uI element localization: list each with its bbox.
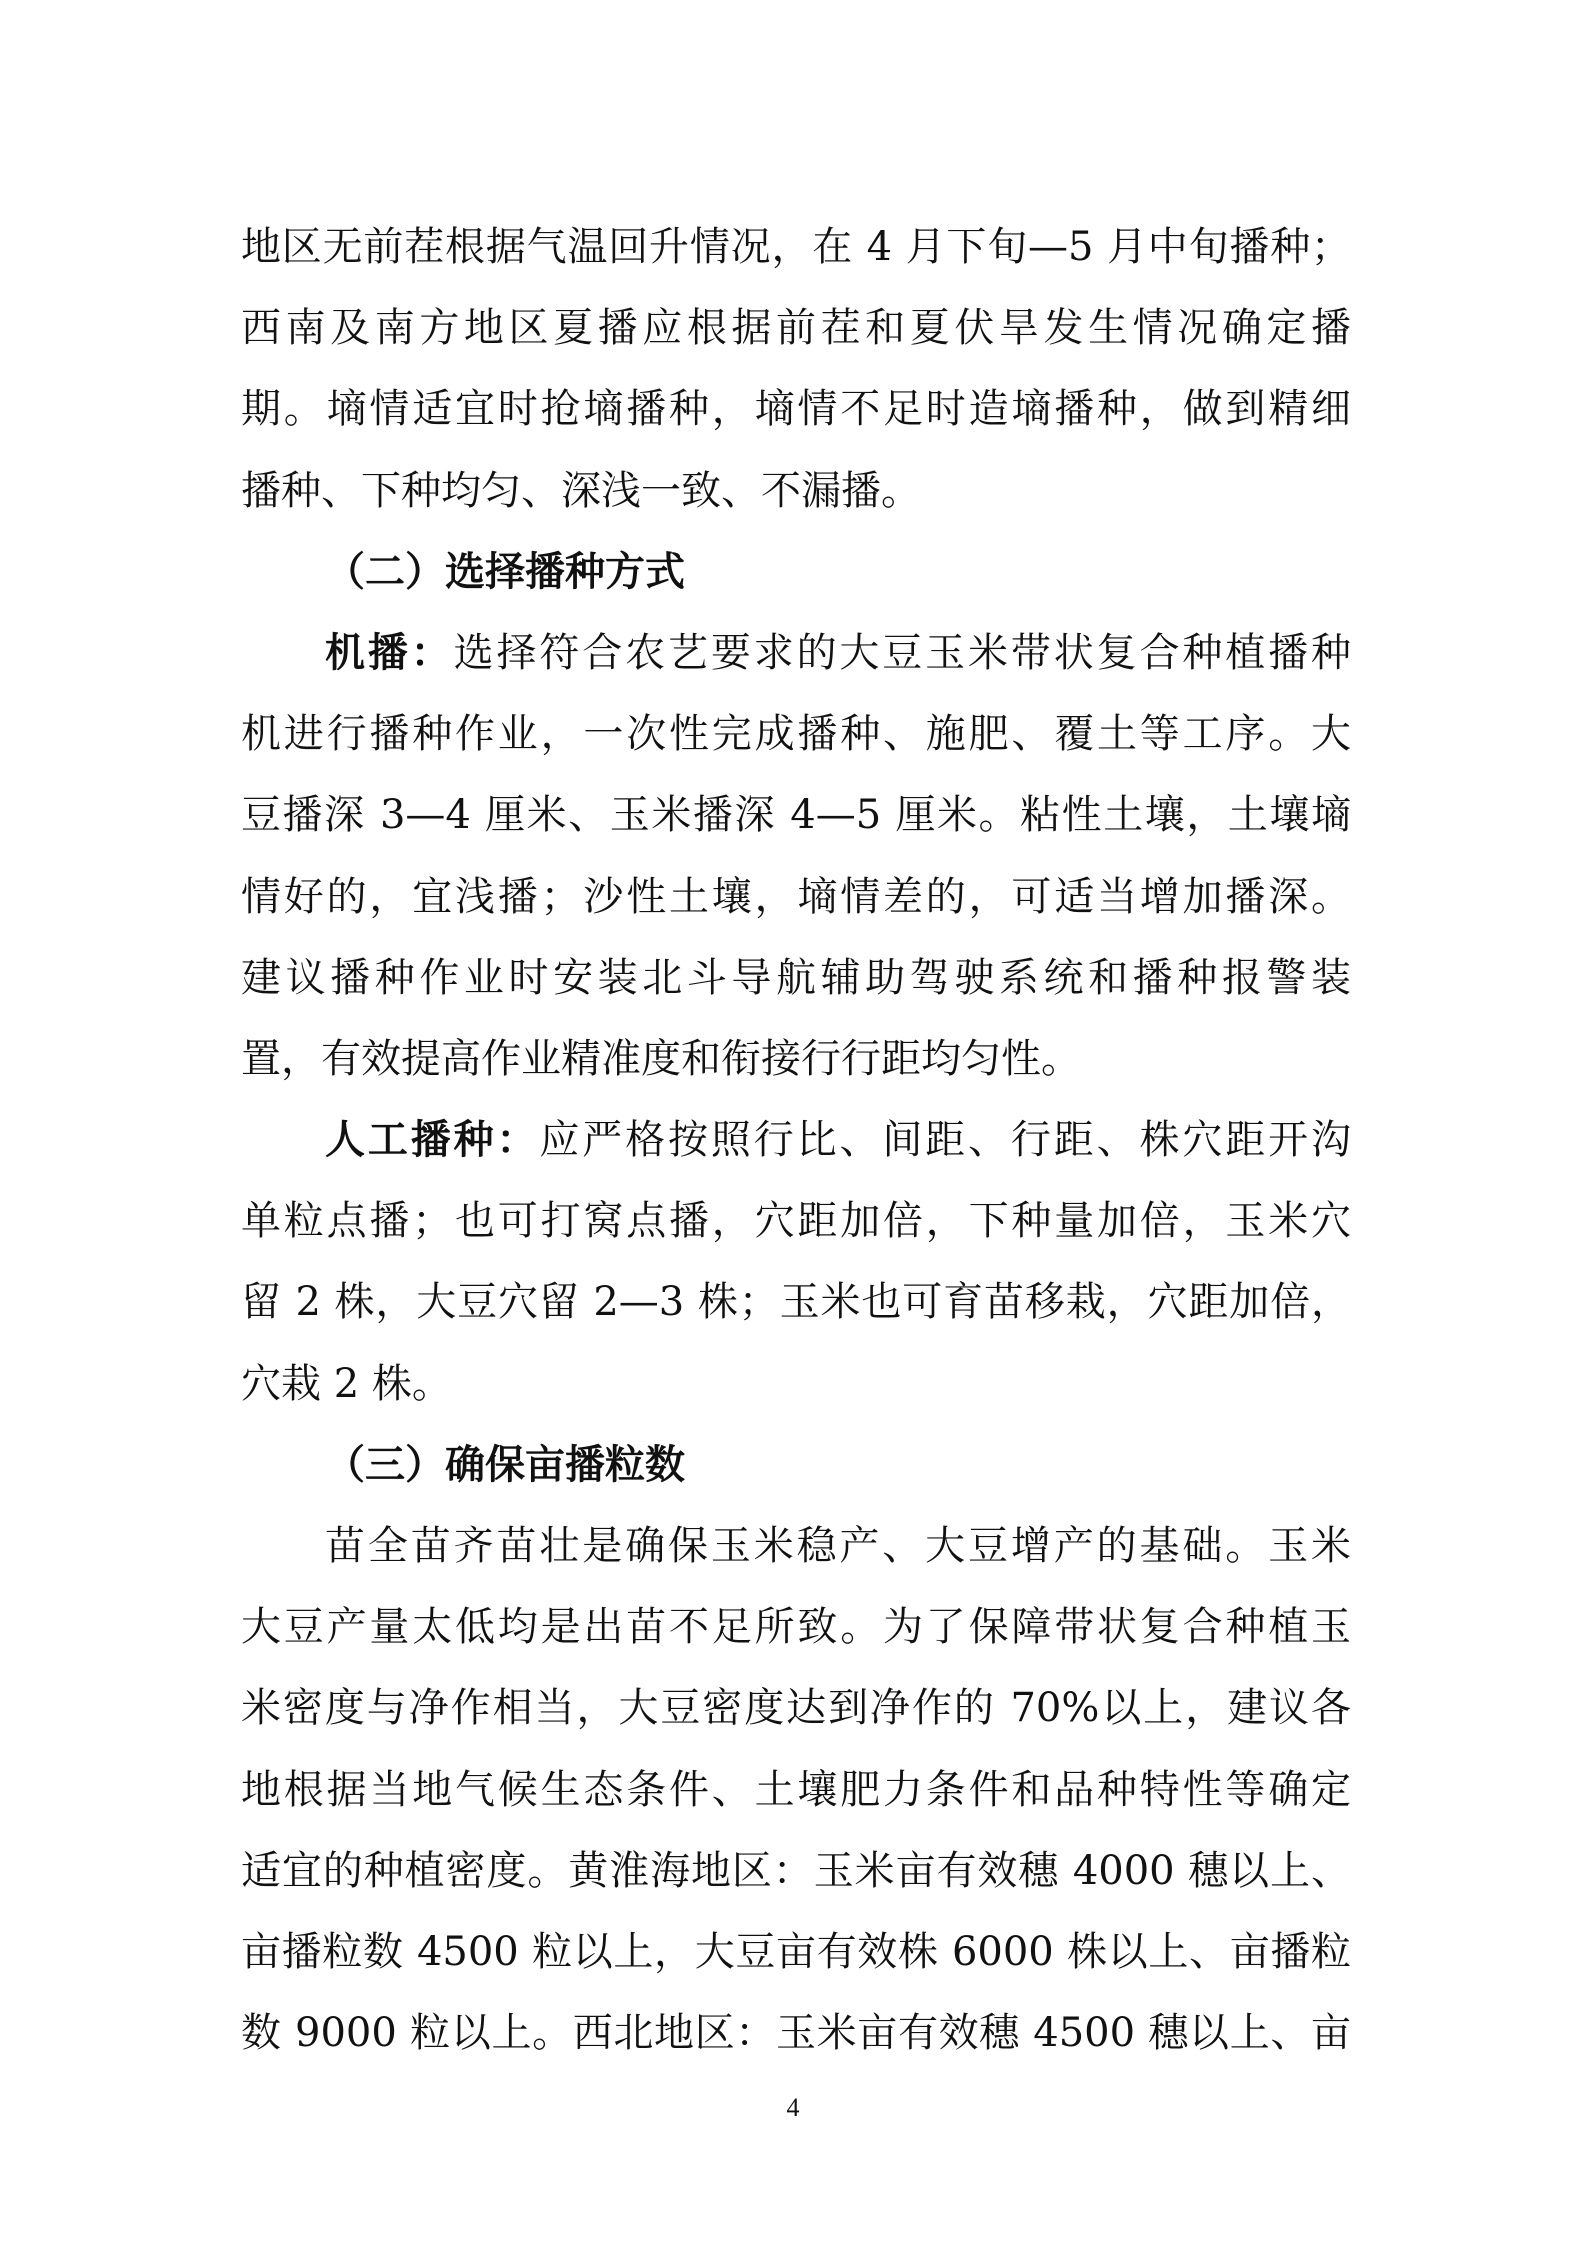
paragraph-line: 情好的，宜浅播；沙性土壤，墒情差的，可适当增加播深。 xyxy=(241,873,1351,920)
paragraph-line: 置，有效提高作业精准度和衔接行行距均匀性。 xyxy=(241,1035,1081,1082)
paragraph-line: 米密度与净作相当，大豆密度达到净作的 70%以上，建议各 xyxy=(241,1685,1351,1732)
document-body xyxy=(241,207,1351,2074)
paragraph-text: 应严格按照行比、间距、行距、株穴距开沟 xyxy=(539,1117,1352,1164)
paragraph-line: 留 2 株，大豆穴留 2—3 株；玉米也可育苗移栽，穴距加倍， xyxy=(241,1279,1351,1326)
paragraph-line: 机进行播种作业，一次性完成播种、施肥、覆土等工序。大 xyxy=(241,711,1351,758)
paragraph-line: 西南及南方地区夏播应根据前茬和夏伏旱发生情况确定播 xyxy=(241,305,1351,352)
page-number: 4 xyxy=(786,2093,800,2122)
paragraph-line: 建议播种作业时安装北斗导航辅助驾驶系统和播种报警装 xyxy=(241,954,1351,1001)
paragraph-line: 单粒点播；也可打窝点播，穴距加倍，下种量加倍，玉米穴 xyxy=(241,1198,1351,1245)
paragraph-text: 选择符合农艺要求的大豆玉米带状复合种植播种 xyxy=(453,629,1352,676)
term-label-manual: 人工播种： xyxy=(325,1117,540,1164)
section-heading-3: （三）确保亩播粒数 xyxy=(325,1441,685,1488)
paragraph-line: 豆播深 3—4 厘米、玉米播深 4—5 厘米。粘性土壤，土壤墒 xyxy=(241,792,1351,839)
paragraph-line: 地区无前茬根据气温回升情况，在 4 月下旬—5 月中旬播种； xyxy=(241,224,1351,270)
paragraph-line: 适宜的种植密度。黄淮海地区：玉米亩有效穗 4000 穗以上、 xyxy=(241,1847,1351,1894)
paragraph-line: 亩播粒数 4500 粒以上，大豆亩有效株 6000 株以上、亩播粒 xyxy=(241,1928,1351,1975)
paragraph-line xyxy=(241,1100,1351,1181)
paragraph-line: 苗全苗齐苗壮是确保玉米稳产、大豆增产的基础。玉米 xyxy=(325,1523,1351,1569)
paragraph-line: 期。墒情适宜时抢墒播种，墒情不足时造墒播种，做到精细 xyxy=(241,386,1351,433)
paragraph-line: 大豆产量太低均是出苗不足所致。为了保障带状复合种植玉 xyxy=(241,1604,1351,1651)
paragraph-line: 播种、下种均匀、深浅一致、不漏播。 xyxy=(241,467,921,514)
paragraph-line xyxy=(241,613,1351,694)
paragraph-line: 数 9000 粒以上。西北地区：玉米亩有效穗 4500 穗以上、亩 xyxy=(241,2010,1351,2057)
paragraph-line: 地根据当地气候生态条件、土壤肥力条件和品种特性等确定 xyxy=(241,1766,1351,1813)
section-heading-2: （二）选择播种方式 xyxy=(325,548,685,595)
term-label-machine: 机播： xyxy=(325,629,454,676)
paragraph-line: 穴栽 2 株。 xyxy=(241,1360,452,1407)
